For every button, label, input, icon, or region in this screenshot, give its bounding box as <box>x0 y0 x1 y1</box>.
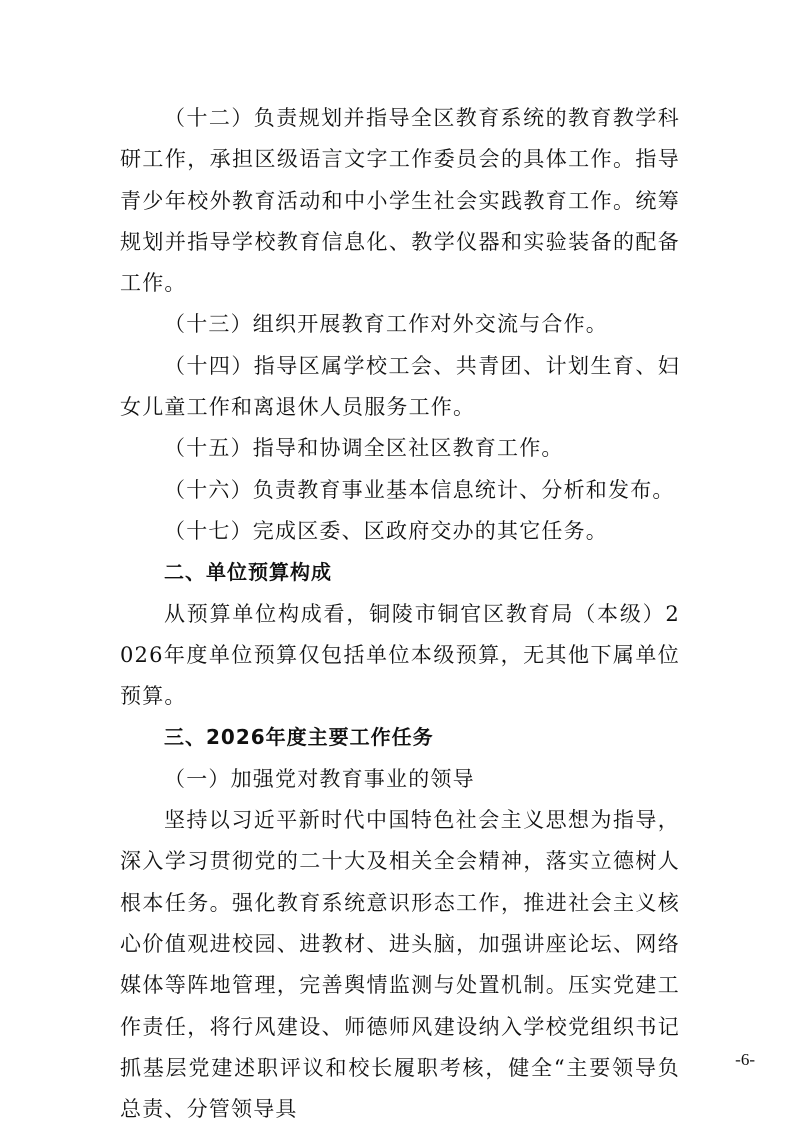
paragraph-duty-17: （十七）完成区委、区政府交办的其它任务。 <box>164 518 608 543</box>
document-body <box>120 98 680 1130</box>
section-heading-main-tasks: 三、2026年度主要工作任务 <box>164 725 434 750</box>
paragraph-duty-15: （十五）指导和协调全区社区教育工作。 <box>164 436 564 461</box>
paragraph-budget-composition: 从预算单位构成看，铜陵市铜官区教育局（本级）2026年度单位预算仅包括单位本级预算，无其他下属单位预算。 <box>120 601 680 709</box>
section-heading-budget-composition: 二、单位预算构成 <box>164 560 332 585</box>
paragraph-duty-13: （十三）组织开展教育工作对外交流与合作。 <box>164 312 608 337</box>
paragraph-party-leadership: 坚持以习近平新时代中国特色社会主义思想为指导，深入学习贯彻党的二十大及相关全会精神，落实立德树人根本任务。强化教育系统意识形态工作，推进社会主义核心价值观进校园、进教材、进头脑，加强讲座论坛、网络媒体等阵地管理，完善舆情监测与处置机制。压实党建工作责任，将行风建设、师德师风建设纳入学校党组织书记抓基层党建述职评议和校长履职考核，健全“主要领导负总责、分管领导具 <box>120 808 680 1122</box>
paragraph-duty-12: （十二）负责规划并指导全区教育系统的教育教学科研工作，承担区级语言文字工作委员会的具体工作。指导青少年校外教育活动和中小学生社会实践教育工作。统筹规划并指导学校教育信息化、教学仪器和实验装备的配备工作。 <box>120 106 680 296</box>
paragraph-duty-16: （十六）负责教育事业基本信息统计、分析和发布。 <box>164 477 675 502</box>
subheading-party-leadership: （一）加强党对教育事业的领导 <box>164 766 475 791</box>
page-number: -6- <box>735 1050 755 1069</box>
paragraph-duty-14: （十四）指导区属学校工会、共青团、计划生育、妇女儿童工作和离退休人员服务工作。 <box>120 353 680 420</box>
